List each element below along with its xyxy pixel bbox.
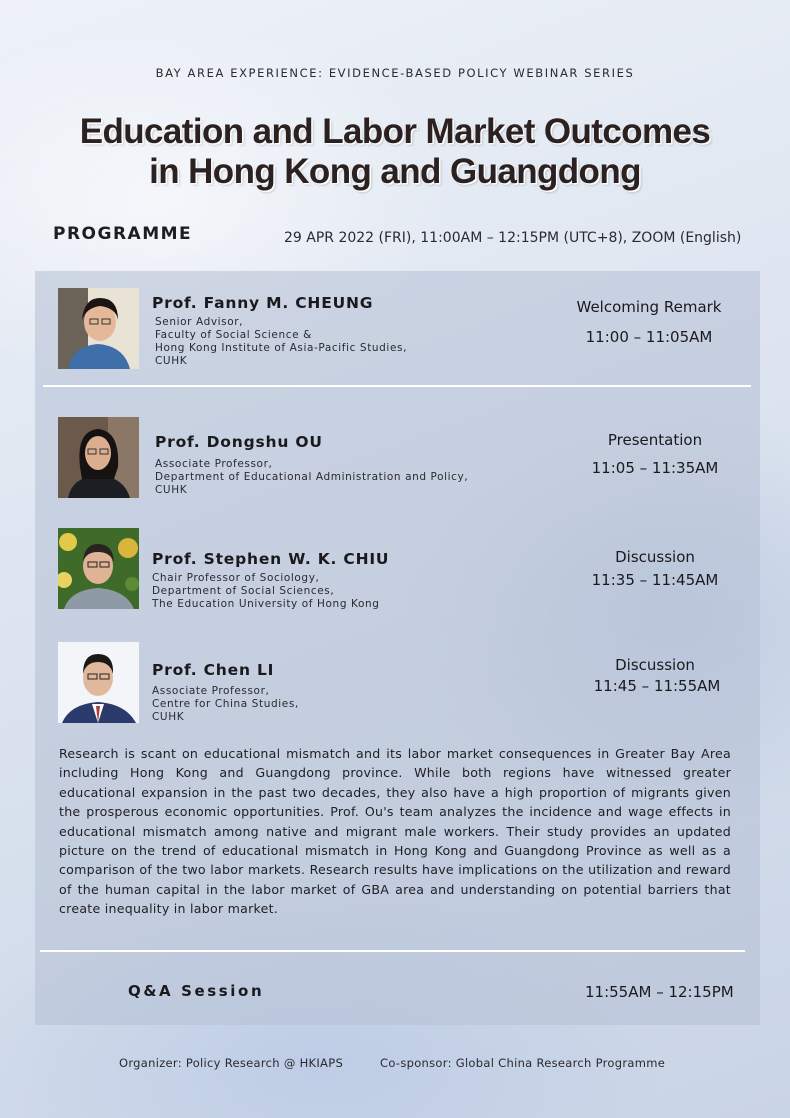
speaker-photo-ou	[58, 417, 139, 498]
speaker-name: Prof. Dongshu OU	[155, 433, 323, 451]
event-title-line1: Education and Labor Market Outcomes	[79, 112, 711, 151]
session-role: Presentation	[607, 431, 703, 449]
event-datetime: 29 APR 2022 (FRI), 11:00AM – 12:15PM (UTC+8), ZOOM (English)	[284, 230, 742, 246]
session-role: Welcoming Remark	[576, 298, 722, 316]
speaker-name: Prof. Chen LI	[152, 661, 275, 679]
qa-session-time: 11:55AM – 12:15PM	[585, 983, 734, 1001]
speaker-affiliation: Associate Professor, Department of Educational Administration and Policy, CUHK	[155, 458, 469, 496]
speaker-photo-chiu	[58, 528, 139, 609]
speaker-name: Prof. Stephen W. K. CHIU	[152, 550, 390, 568]
qa-session-label: Q&A Session	[128, 982, 265, 1000]
organizer-text: Organizer: Policy Research @ HKIAPS	[119, 1056, 344, 1070]
speaker-photo-cheung	[58, 288, 139, 369]
session-time: 11:35 – 11:45AM	[591, 571, 719, 589]
section-divider	[40, 950, 745, 952]
session-time: 11:05 – 11:35AM	[591, 459, 719, 477]
speaker-photo-li	[58, 642, 139, 723]
abstract-text: Research is scant on educational mismatch and its labor market consequences in Greater Bay Area including Hong Kong and Guangdong province. While both regions have witnessed greater educational expansion in the past two decades, they also have a high proportion of migrants given the prosperous economic opportunities. Prof. Ou's team analyzes the incidence and wage effects in educational mismatch among native and migrant male workers. Their study provides an updated picture on the trend of educational mismatch in Hong Kong and Guangdong Province as well as a comparison of the two labor markets. Research results have implications on the utilization and reward of the human capital in the labor market of GBA area and understanding on potential barriers that create inequality in labor market.	[59, 746, 731, 917]
event-title-line2: in Hong Kong and Guangdong	[149, 152, 641, 191]
session-time: 11:00 – 11:05AM	[585, 328, 713, 346]
session-time: 11:45 – 11:55AM	[593, 677, 721, 695]
programme-heading: PROGRAMME	[53, 224, 193, 244]
session-role: Discussion	[615, 548, 695, 566]
speaker-affiliation: Senior Advisor, Faculty of Social Science & Hong Kong Institute of Asia-Pacific Studies, CUHK	[155, 316, 408, 367]
cosponsor-text: Co-sponsor: Global China Research Programme	[380, 1056, 666, 1070]
speaker-name: Prof. Fanny M. CHEUNG	[152, 294, 374, 312]
event-title	[0, 112, 790, 192]
session-role: Discussion	[615, 656, 695, 674]
speaker-affiliation: Associate Professor, Centre for China Studies, CUHK	[152, 685, 299, 723]
series-title: BAY AREA EXPERIENCE: EVIDENCE-BASED POLICY WEBINAR SERIES	[155, 66, 635, 80]
section-divider	[43, 385, 751, 387]
speaker-affiliation: Chair Professor of Sociology, Department of Social Sciences, The Education University of Hong Kong	[152, 572, 380, 610]
